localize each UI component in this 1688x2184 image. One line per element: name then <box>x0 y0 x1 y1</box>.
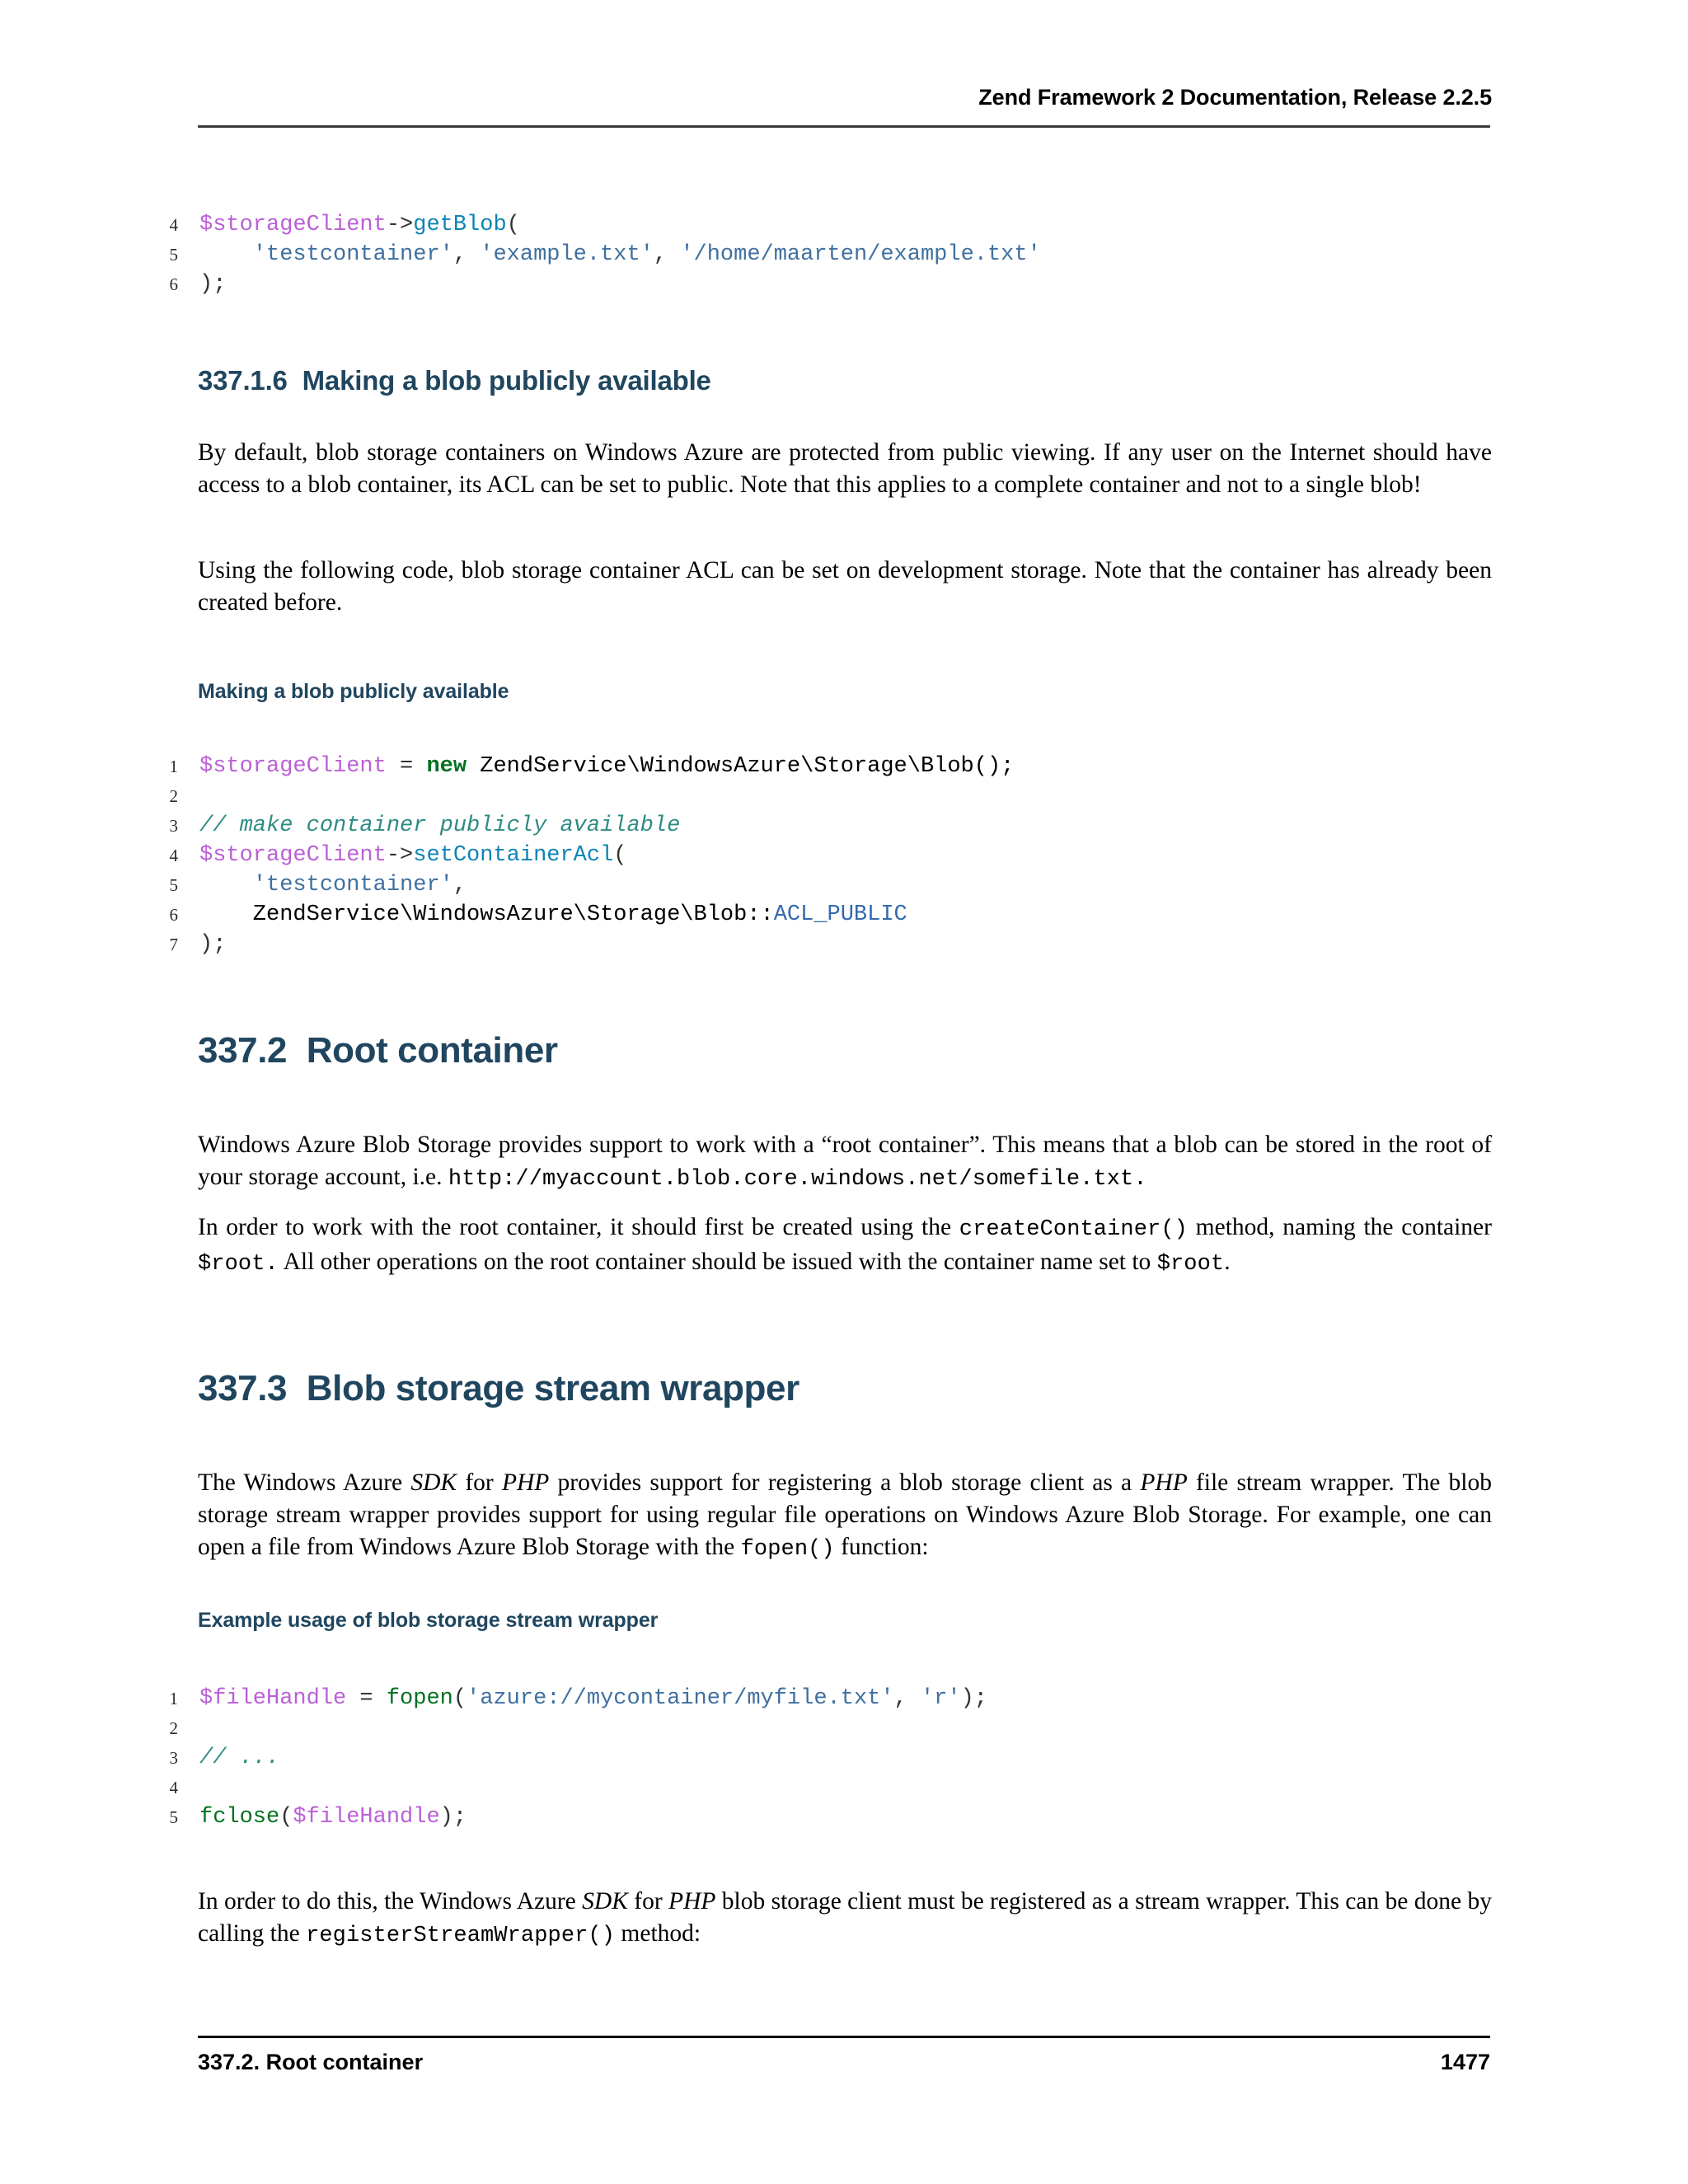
running-header: Zend Framework 2 Documentation, Release 2.2.5 <box>978 85 1492 110</box>
code-line-number: 6 <box>169 905 178 925</box>
code-line-number: 3 <box>169 816 178 836</box>
text-run: for <box>627 1888 669 1915</box>
footer-section-label: 337.2. Root container <box>198 2050 424 2074</box>
text-run: blob storage client must be registered as a stream wrapper. This can be done by calling the <box>198 1888 1492 1947</box>
emphasis-php-1: PHP <box>501 1469 550 1496</box>
code-token: = <box>386 754 427 779</box>
code-token: , <box>653 242 681 267</box>
paragraph-root-container-intro <box>198 1129 1492 1196</box>
code-line-source <box>199 930 226 959</box>
emphasis-sdk-2: SDK <box>582 1888 628 1915</box>
code-line-source <box>199 752 1014 781</box>
text-run: All other operations on the root container should be issued with the container name set to <box>278 1249 1157 1275</box>
code-token: 'r' <box>920 1686 961 1711</box>
code-token: $storageClient <box>199 754 387 779</box>
emphasis-php-2: PHP <box>1140 1469 1188 1496</box>
code-token: ); <box>960 1686 987 1711</box>
text-run: The Windows Azure <box>198 1469 411 1496</box>
text-run: for <box>457 1469 502 1496</box>
emphasis-sdk: SDK <box>410 1469 457 1496</box>
paragraph-root-container-usage <box>198 1212 1492 1281</box>
code-token: fopen <box>386 1686 453 1711</box>
code-token: $storageClient <box>199 213 387 237</box>
code-line-number: 7 <box>169 935 178 954</box>
code-line-source <box>199 1802 467 1832</box>
section-heading-337-3 <box>198 1368 1492 1409</box>
code-token: ZendService\WindowsAzure\Storage\Blob(); <box>467 754 1015 779</box>
paragraph-blob-public-intro: By default, blob storage containers on Windows Azure are protected from public viewing. If any user on the Internet should have access to a blob container, its ACL can be set to public. Note that this applies to a complete container and not to a single blob! <box>198 439 1492 498</box>
section-title: Making a blob publicly available <box>302 365 711 396</box>
code-token: ( <box>279 1805 293 1830</box>
code-line-source <box>199 811 680 841</box>
code-token: $storageClient <box>199 843 387 868</box>
code-token: ( <box>613 843 627 868</box>
code-line-number: 5 <box>169 875 178 895</box>
code-caption-making-blob-public: Making a blob publicly available <box>198 680 509 703</box>
code-line-number: 1 <box>169 757 178 776</box>
code-token: 'testcontainer' <box>252 873 453 898</box>
code-line-source <box>199 870 467 900</box>
section-number: 337.1.6 <box>198 365 288 396</box>
code-line-source <box>199 841 627 870</box>
code-token: '/home/maarten/example.txt' <box>680 242 1041 267</box>
code-line-source <box>199 269 226 299</box>
code-line-number: 4 <box>169 215 178 235</box>
code-token: , <box>452 242 481 267</box>
text-run: In order to work with the root container, it should first be created using the <box>198 1214 959 1240</box>
code-token: fclose <box>199 1805 280 1830</box>
code-line-number: 5 <box>169 1807 178 1827</box>
code-token: ); <box>439 1805 467 1830</box>
inline-code-fopen: fopen() <box>740 1537 835 1562</box>
section-number: 337.3 <box>198 1368 288 1408</box>
code-line-number: 5 <box>169 245 178 265</box>
code-token: getBlob <box>413 213 507 237</box>
paragraph-register-stream-wrapper <box>198 1886 1492 1952</box>
inline-code-root-url: http://myaccount.blob.core.windows.net/somefile.txt. <box>448 1167 1147 1192</box>
paragraph-stream-wrapper-intro <box>198 1467 1492 1566</box>
code-token: , <box>893 1686 921 1711</box>
code-token <box>199 242 253 267</box>
code-token <box>199 873 253 898</box>
code-token: ACL_PUBLIC <box>773 902 907 927</box>
code-token: ( <box>506 213 520 237</box>
code-token: $fileHandle <box>199 1686 347 1711</box>
inline-code-register-stream-wrapper: registerStreamWrapper() <box>306 1924 616 1948</box>
inline-code-create-container: createContainer() <box>959 1217 1188 1242</box>
code-token: -> <box>386 213 414 237</box>
inline-code-root-2: $root <box>1156 1252 1225 1277</box>
header-rule <box>198 125 1490 128</box>
code-token: = <box>346 1686 387 1711</box>
code-token: $fileHandle <box>293 1805 440 1830</box>
code-token: ( <box>452 1686 467 1711</box>
code-token: 'testcontainer' <box>252 242 453 267</box>
text-run: file stream wrapper. The blob storage stream wrapper provides support for using regular file operations on Windows Azure Blob Storage. For example, one can open a file from Windows Azure Blob Storage with the <box>198 1469 1492 1560</box>
code-token: 'azure://mycontainer/myfile.txt' <box>467 1686 894 1711</box>
code-token: // ... <box>199 1746 280 1770</box>
section-title: Blob storage stream wrapper <box>306 1368 799 1408</box>
code-token: ZendService\WindowsAzure\Storage\Blob:: <box>199 902 774 927</box>
code-line-number: 2 <box>169 1718 178 1738</box>
text-run: method: <box>615 1920 701 1947</box>
text-run: provides support for registering a blob storage client as a <box>549 1469 1141 1496</box>
code-line-source <box>199 240 1041 269</box>
emphasis-php-3: PHP <box>668 1888 716 1915</box>
code-line-source <box>199 210 520 240</box>
text-run: . <box>1224 1249 1231 1275</box>
code-token: -> <box>386 843 414 868</box>
footer-page-number: 1477 <box>1440 2050 1490 2074</box>
footer-rule <box>198 2036 1490 2038</box>
text-run: method, naming the container <box>1187 1214 1492 1240</box>
code-token: setContainerAcl <box>413 843 614 868</box>
code-line-source <box>199 1684 987 1713</box>
section-heading-337-2 <box>198 1030 1492 1071</box>
code-line-number: 4 <box>169 846 178 865</box>
code-line-source <box>199 900 907 930</box>
code-line-number: 2 <box>169 786 178 806</box>
running-footer <box>198 2050 1490 2075</box>
text-run: In order to do this, the Windows Azure <box>198 1888 583 1915</box>
code-line-number: 4 <box>169 1778 178 1797</box>
code-token: // make container publicly available <box>199 813 681 838</box>
code-token: 'example.txt' <box>480 242 654 267</box>
section-number: 337.2 <box>198 1030 288 1071</box>
code-line-source <box>199 1743 279 1773</box>
code-line-number: 1 <box>169 1689 178 1708</box>
code-token: ); <box>199 932 227 957</box>
section-title: Root container <box>306 1030 558 1071</box>
section-heading-337-1-6 <box>198 365 1492 396</box>
code-line-number: 3 <box>169 1748 178 1768</box>
code-token: , <box>452 873 467 898</box>
code-token: new <box>426 754 467 779</box>
text-run: function: <box>834 1534 929 1560</box>
code-caption-stream-wrapper-example: Example usage of blob storage stream wrapper <box>198 1609 659 1632</box>
text-run: Windows Azure Blob Storage provides support to work with a “root container”. This means that a blob can be stored in the root of your storage account, i.e. <box>198 1132 1492 1190</box>
inline-code-root-1: $root. <box>198 1252 279 1277</box>
paragraph-blob-public-usage: Using the following code, blob storage container ACL can be set on development storage. Note that the container has already been created before. <box>198 557 1492 616</box>
code-line-number: 6 <box>169 274 178 294</box>
code-token: ); <box>199 272 227 297</box>
